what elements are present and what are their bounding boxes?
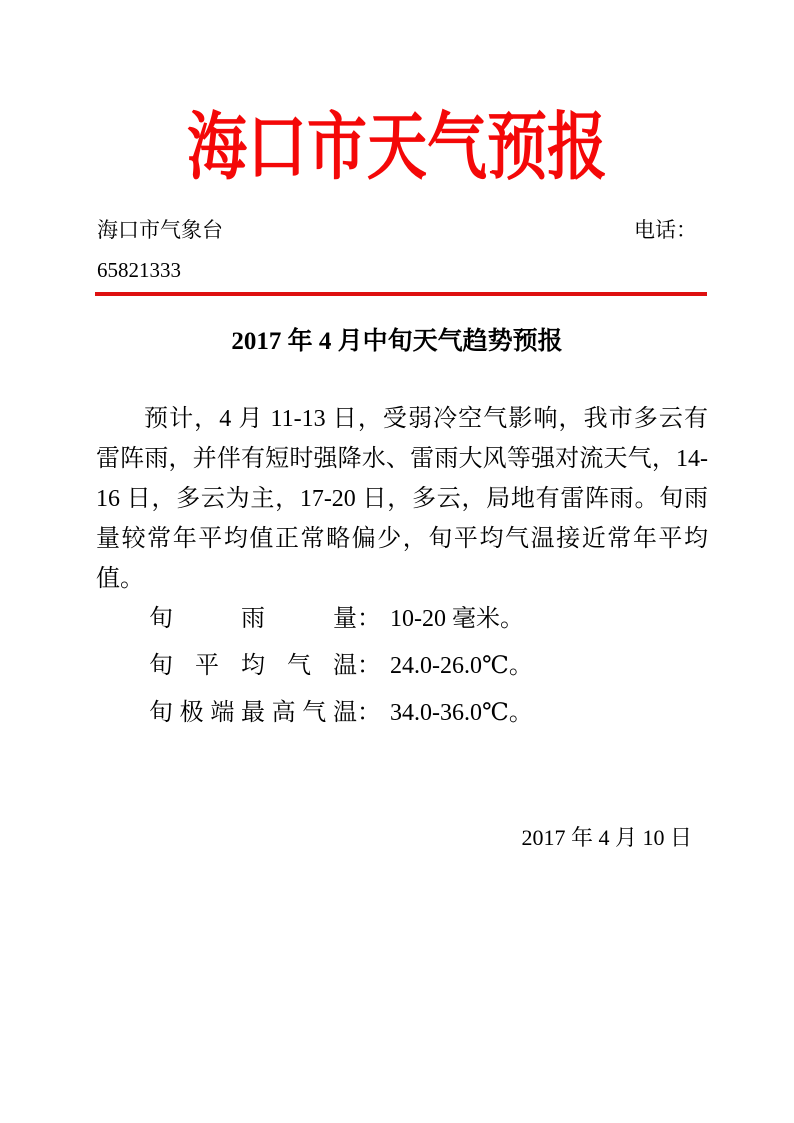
forecast-paragraph: 预计，4 月 11-13 日，受弱冷空气影响，我市多云有雷阵雨，并伴有短时强降水、雷雨大风等强对流天气，14-16 日，多云为主，17-20 日，多云，局地有雷阵雨。旬雨量较常年平均值正常略偏少，旬平均气温接近常年平均值。 xyxy=(96,406,708,592)
stat-row-rainfall xyxy=(149,604,533,651)
phone-label: 电话： xyxy=(634,218,697,242)
stats-section xyxy=(149,604,533,745)
stat-value-max-temp: 34.0-36.0℃。 xyxy=(390,700,533,726)
letterhead-row xyxy=(97,217,697,244)
stat-row-mean-temp xyxy=(149,651,533,698)
stat-colon: ： xyxy=(357,653,381,679)
stat-label-max-temp: 旬 极 端 最 高 气 温 xyxy=(149,700,357,726)
stat-label-mean-temp: 旬 平 均 气 温 xyxy=(149,653,357,679)
document-date: 2017 年 4 月 10 日 xyxy=(521,825,692,850)
forecast-heading: 2017 年 4 月中旬天气趋势预报 xyxy=(231,328,563,355)
stat-colon: ： xyxy=(357,700,381,726)
red-divider-line xyxy=(95,292,707,296)
phone-number: 65821333 xyxy=(97,258,181,282)
agency-name: 海口市气象台 xyxy=(97,218,223,242)
stat-value-mean-temp: 24.0-26.0℃。 xyxy=(390,653,533,679)
stat-value-rainfall: 10-20 毫米。 xyxy=(390,606,524,632)
stat-colon: ： xyxy=(357,606,381,632)
document-title: 海口市天气预报 xyxy=(187,106,607,189)
stat-row-max-temp xyxy=(149,698,533,745)
stat-label-rainfall: 旬 雨 量 xyxy=(149,606,357,632)
